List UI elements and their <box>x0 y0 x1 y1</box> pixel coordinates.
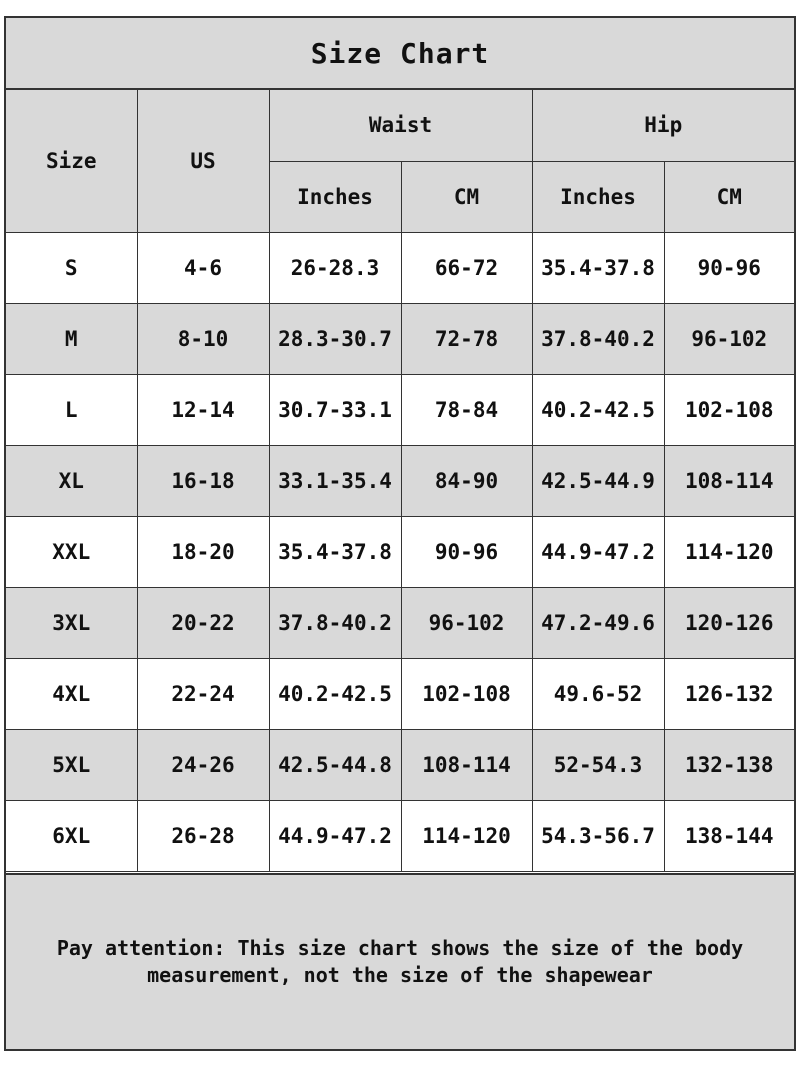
header-size: Size <box>6 90 137 232</box>
cell-waist-cm: 96-102 <box>401 587 532 658</box>
cell-hip-cm: 126-132 <box>664 658 794 729</box>
cell-hip-cm: 114-120 <box>664 516 794 587</box>
header-hip-cm: CM <box>664 161 794 232</box>
cell-us: 4-6 <box>137 232 269 303</box>
header-waist-inches: Inches <box>269 161 401 232</box>
header-waist: Waist <box>269 90 532 161</box>
cell-waist-in: 44.9-47.2 <box>269 800 401 871</box>
cell-hip-in: 35.4-37.8 <box>532 232 664 303</box>
chart-title: Size Chart <box>6 18 794 90</box>
cell-waist-cm: 90-96 <box>401 516 532 587</box>
notice-line-2: measurement, not the size of the shapewear <box>147 963 653 987</box>
cell-waist-cm: 108-114 <box>401 729 532 800</box>
cell-hip-in: 44.9-47.2 <box>532 516 664 587</box>
cell-waist-in: 42.5-44.8 <box>269 729 401 800</box>
cell-us: 8-10 <box>137 303 269 374</box>
cell-us: 20-22 <box>137 587 269 658</box>
cell-hip-cm: 96-102 <box>664 303 794 374</box>
table-row <box>6 445 794 516</box>
cell-us: 24-26 <box>137 729 269 800</box>
cell-size: XXL <box>6 516 137 587</box>
notice-box <box>6 873 794 1049</box>
cell-waist-in: 37.8-40.2 <box>269 587 401 658</box>
cell-hip-in: 52-54.3 <box>532 729 664 800</box>
cell-us: 22-24 <box>137 658 269 729</box>
table-row <box>6 800 794 871</box>
header-waist-cm: CM <box>401 161 532 232</box>
cell-size: S <box>6 232 137 303</box>
cell-waist-in: 33.1-35.4 <box>269 445 401 516</box>
table-row <box>6 729 794 800</box>
cell-size: 3XL <box>6 587 137 658</box>
notice-line-1: Pay attention: This size chart shows the size of the body <box>56 936 744 960</box>
table-row <box>6 303 794 374</box>
cell-us: 18-20 <box>137 516 269 587</box>
cell-waist-cm: 78-84 <box>401 374 532 445</box>
cell-hip-in: 54.3-56.7 <box>532 800 664 871</box>
cell-waist-in: 40.2-42.5 <box>269 658 401 729</box>
cell-waist-in: 35.4-37.8 <box>269 516 401 587</box>
table-row <box>6 232 794 303</box>
cell-us: 26-28 <box>137 800 269 871</box>
cell-waist-in: 28.3-30.7 <box>269 303 401 374</box>
cell-hip-in: 37.8-40.2 <box>532 303 664 374</box>
cell-size: 4XL <box>6 658 137 729</box>
header-hip-inches: Inches <box>532 161 664 232</box>
cell-size: 5XL <box>6 729 137 800</box>
header-hip: Hip <box>532 90 794 161</box>
size-table <box>6 90 794 872</box>
cell-hip-in: 49.6-52 <box>532 658 664 729</box>
cell-waist-cm: 102-108 <box>401 658 532 729</box>
table-row <box>6 374 794 445</box>
cell-waist-cm: 72-78 <box>401 303 532 374</box>
size-table-body <box>6 232 794 871</box>
cell-us: 12-14 <box>137 374 269 445</box>
table-row <box>6 587 794 658</box>
cell-hip-cm: 120-126 <box>664 587 794 658</box>
table-row <box>6 658 794 729</box>
cell-size: M <box>6 303 137 374</box>
cell-hip-in: 42.5-44.9 <box>532 445 664 516</box>
cell-waist-cm: 84-90 <box>401 445 532 516</box>
cell-hip-cm: 90-96 <box>664 232 794 303</box>
cell-hip-in: 40.2-42.5 <box>532 374 664 445</box>
cell-hip-cm: 138-144 <box>664 800 794 871</box>
cell-hip-cm: 132-138 <box>664 729 794 800</box>
cell-hip-in: 47.2-49.6 <box>532 587 664 658</box>
cell-hip-cm: 102-108 <box>664 374 794 445</box>
cell-waist-in: 30.7-33.1 <box>269 374 401 445</box>
header-us: US <box>137 90 269 232</box>
cell-us: 16-18 <box>137 445 269 516</box>
cell-waist-cm: 114-120 <box>401 800 532 871</box>
size-chart <box>4 16 796 1051</box>
header-row-top <box>6 90 794 161</box>
table-row <box>6 516 794 587</box>
cell-size: 6XL <box>6 800 137 871</box>
cell-waist-cm: 66-72 <box>401 232 532 303</box>
cell-size: L <box>6 374 137 445</box>
cell-hip-cm: 108-114 <box>664 445 794 516</box>
cell-size: XL <box>6 445 137 516</box>
cell-waist-in: 26-28.3 <box>269 232 401 303</box>
